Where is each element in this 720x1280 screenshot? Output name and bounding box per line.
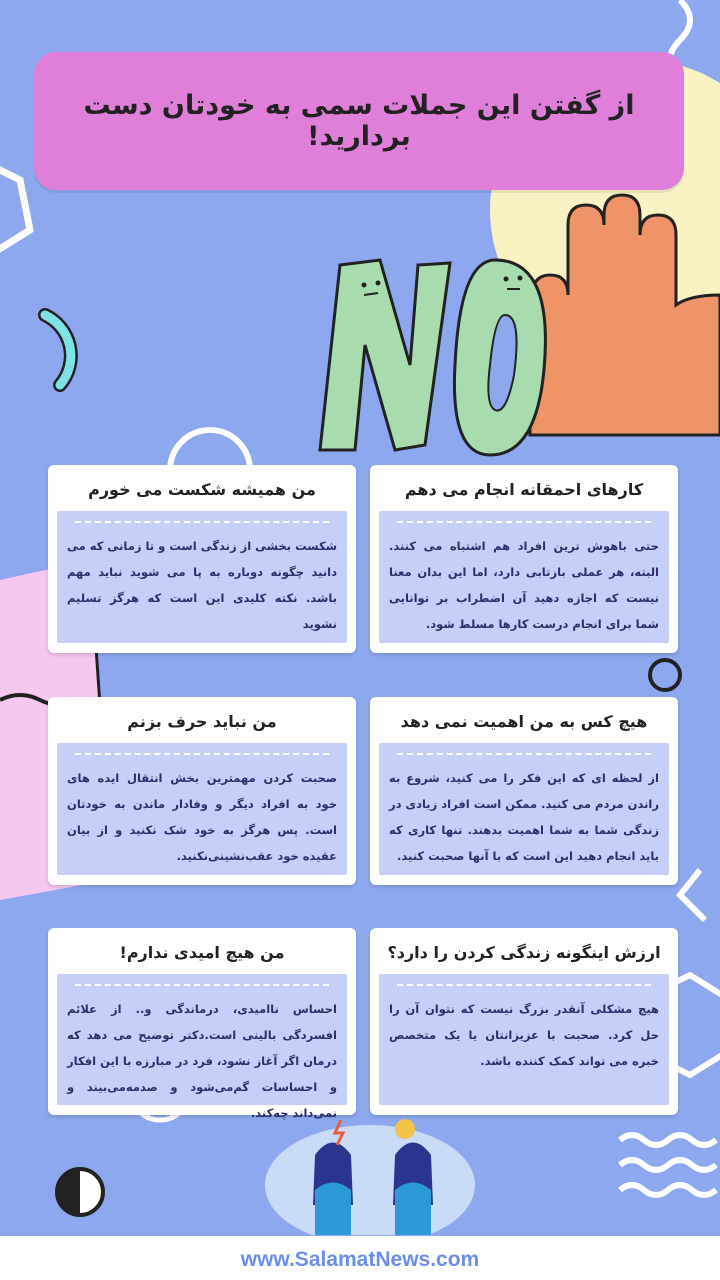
card-body: احساس ناامیدی، درماندگی و.. از علائم افسردگی بالینی است.دکتر توضیح می دهد که درمان اگر آغاز نشود، فرد در مبارزه با این افکار و احساسات گم‌می‌شود و صدمه‌می‌بیند و نمی‌داند چه‌کند.	[67, 1002, 337, 1120]
card-body: حتی باهوش ترین افراد هم اشتباه می کنند. البته، هر عملی بازتابی دارد، اما این بدان معنا نیست که اجازه دهید آن اضطراب بر توانایی شما برای انجام درست کارها مسلط شود.	[389, 539, 659, 631]
dashed-divider	[75, 984, 329, 986]
card-title: کارهای احمقانه انجام می دهم	[404, 479, 644, 499]
card-body: شکست بخشی از زندگی است و تا زمانی که می دانید چگونه دوباره به پا می شوید نباید مهم باشد. نکته کلیدی این است که هرگز تسلیم نشوید	[67, 539, 337, 631]
page-title: از گفتن این جملات سمی به خودتان دست بردارید!	[83, 90, 635, 152]
card-always-fail	[48, 465, 356, 653]
card-title: من هیچ امیدی ندارم!	[119, 942, 285, 962]
card-content	[379, 743, 669, 875]
dashed-divider	[75, 521, 329, 523]
card-content	[57, 974, 347, 1120]
card-title: ارزش اینگونه زندگی کردن را دارد؟	[387, 942, 661, 962]
dashed-divider	[397, 984, 651, 986]
card-nobody-cares	[370, 697, 678, 885]
card-content	[57, 511, 347, 643]
card-body: از لحظه ای که این فکر را می کنید، شروع به راندن مردم می کنید. ممکن است افراد زیادی در زندگی شما به شما اهمیت بدهند. تنها کاری که باید انجام دهید این است که با آنها صحبت کنید.	[389, 771, 659, 863]
website-link[interactable]: www.SalamatNews.com	[240, 1248, 480, 1271]
card-content	[379, 511, 669, 643]
card-title: من همیشه شکست می خورم	[88, 479, 316, 499]
card-content	[379, 974, 669, 1105]
card-worth-living	[370, 928, 678, 1115]
dashed-divider	[397, 521, 651, 523]
card-body: صحبت کردن مهمترین بخش انتقال ایده های خود به افراد دیگر و وفادار ماندن به خودتان است. پس هرگز به خود شک نکنید و از بیان عقیده خود عقب‌نشینی‌نکنید.	[67, 771, 337, 863]
card-should-not-talk	[48, 697, 356, 885]
card-title: هیچ کس به من اهمیت نمی دهد	[400, 711, 648, 731]
card-no-hope	[48, 928, 356, 1120]
card-stupid-things	[370, 465, 678, 653]
dashed-divider	[397, 753, 651, 755]
card-body: هیچ مشکلی آنقدر بزرگ نیست که نتوان آن را حل کرد. صحبت با عزیزانتان یا یک متخصص خبره می تواند کمک کننده باشد.	[389, 1002, 659, 1068]
title-banner	[34, 52, 684, 190]
card-content	[57, 743, 347, 875]
no-letters-illustration	[300, 245, 560, 465]
card-title: من نباید حرف بزنم	[127, 711, 277, 731]
dashed-divider	[75, 753, 329, 755]
women-illustration	[265, 1115, 475, 1235]
